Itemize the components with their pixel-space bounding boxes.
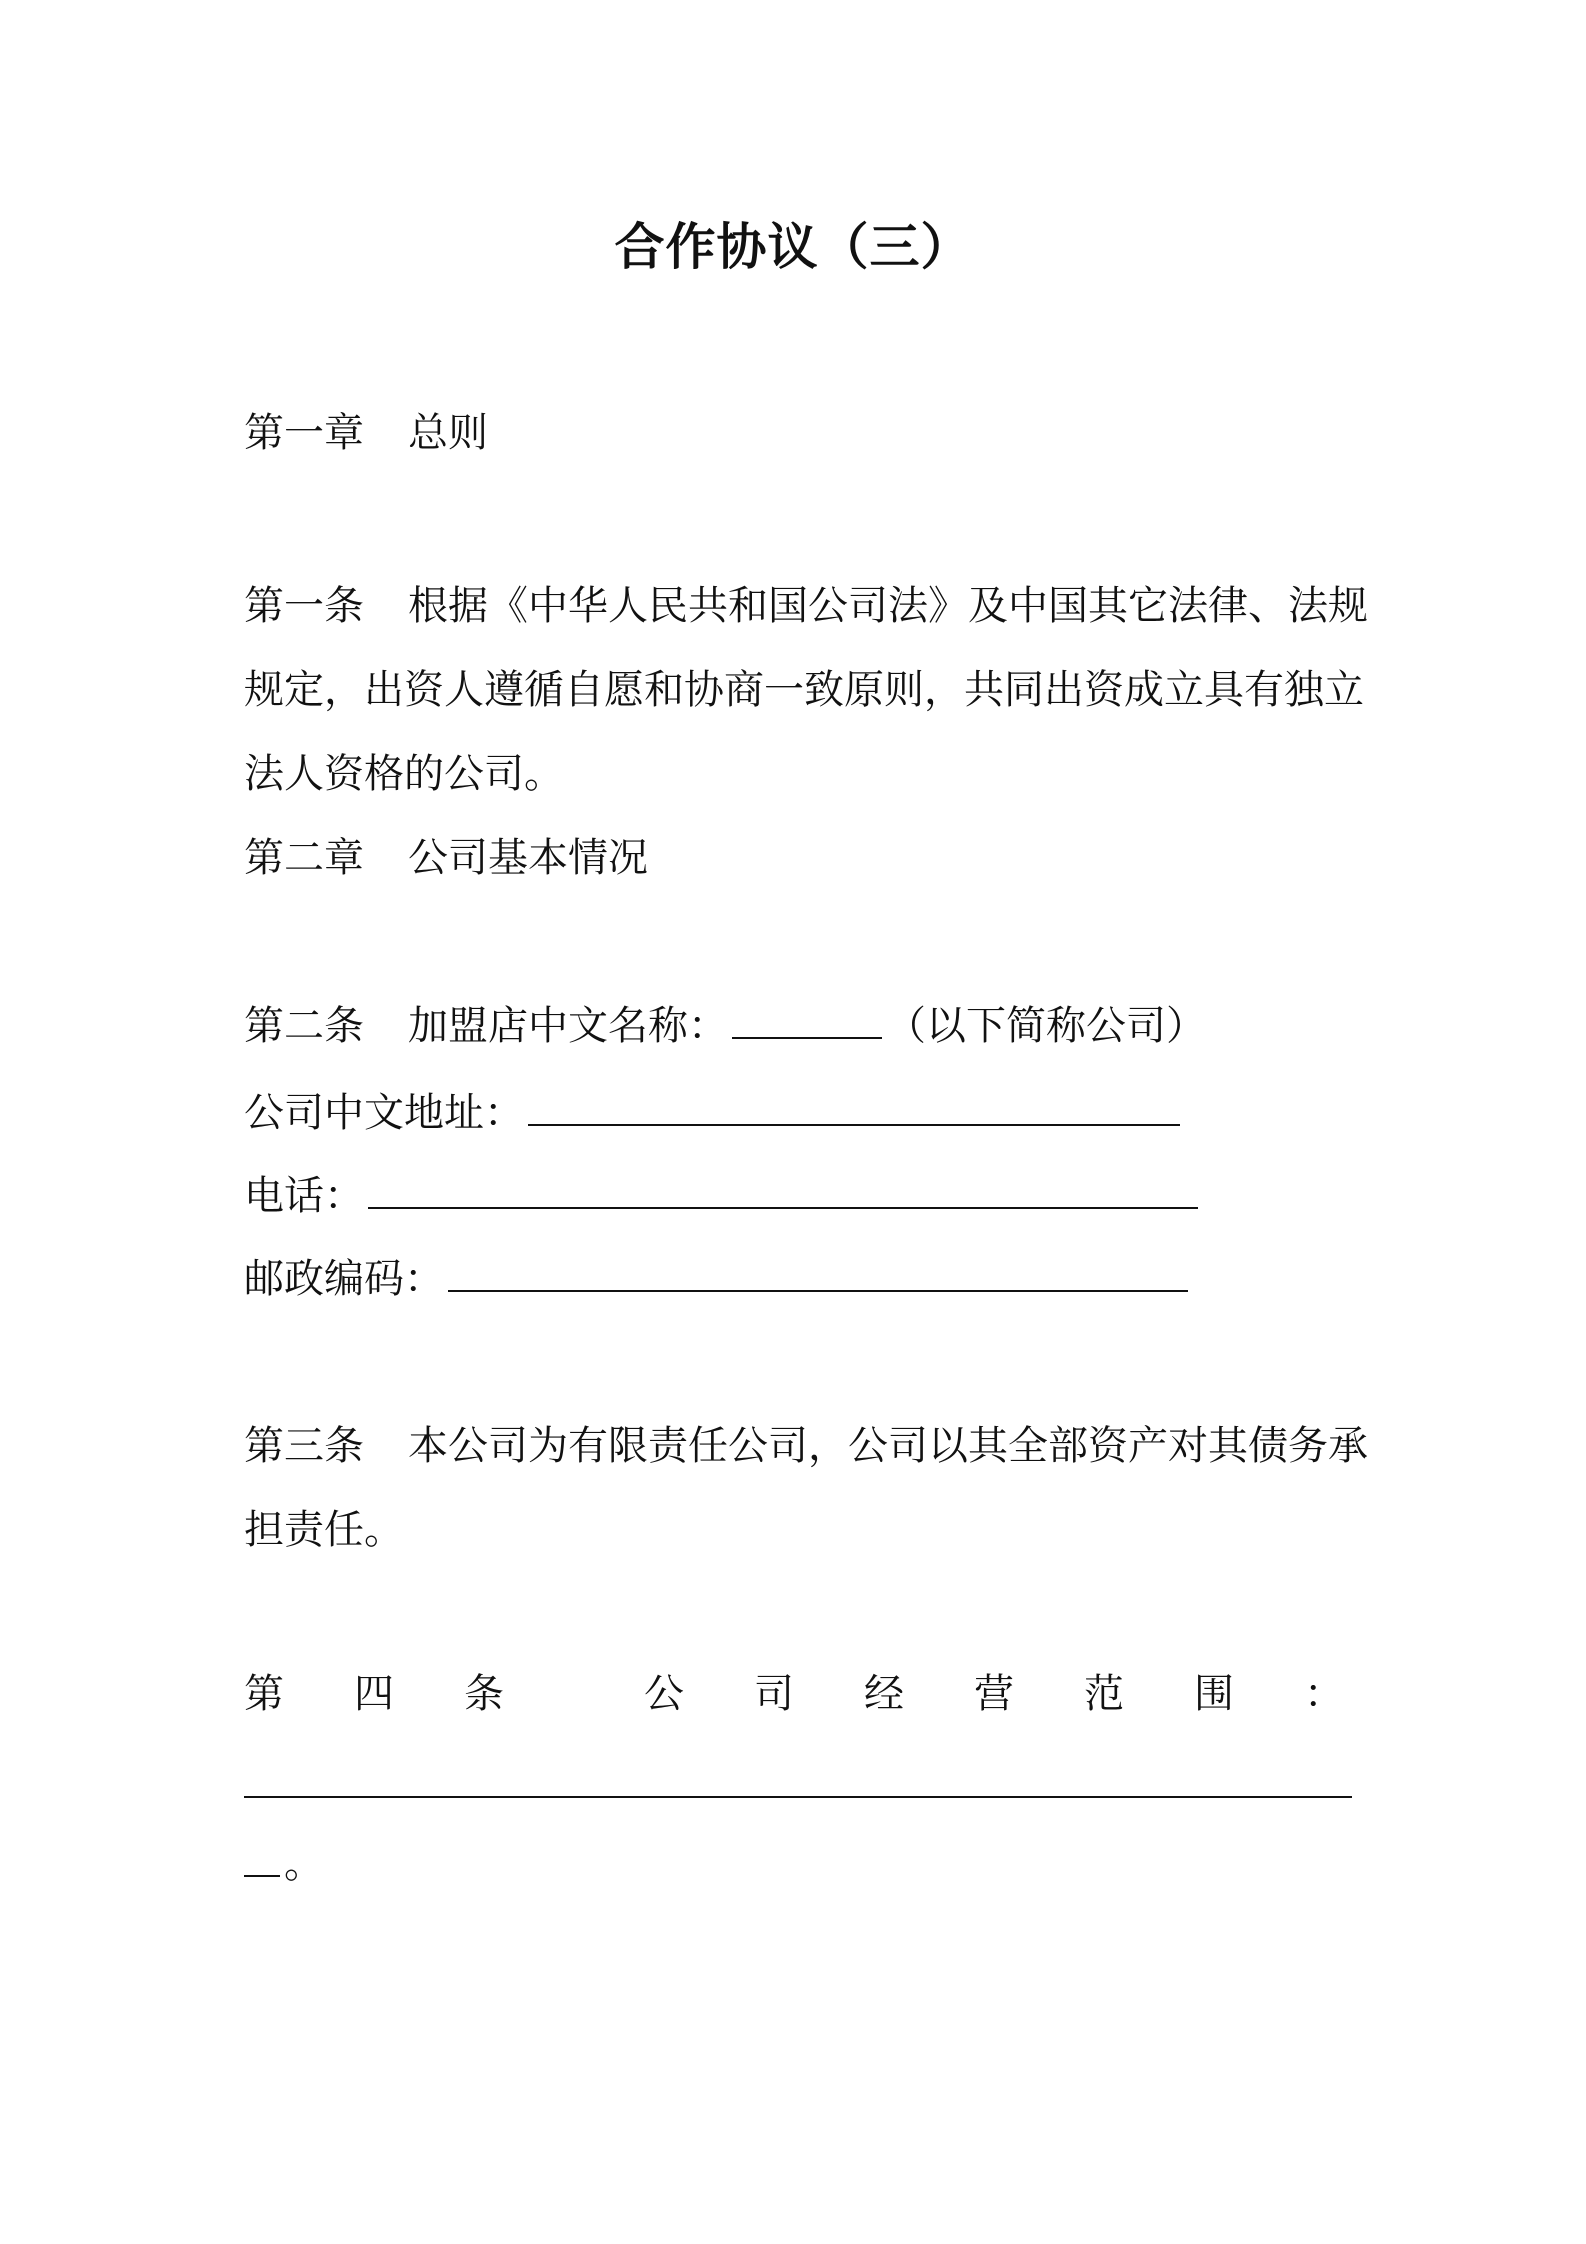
address-line xyxy=(244,1085,1354,1141)
article-4-char: 经 xyxy=(864,1671,904,1717)
article-3-number: 第三条 xyxy=(244,1423,364,1469)
business-scope-blank[interactable] xyxy=(244,1796,1352,1798)
postcode-label: 邮政编码： xyxy=(244,1256,444,1302)
article-4-char: 条 xyxy=(464,1671,504,1717)
postcode-blank[interactable] xyxy=(448,1252,1188,1292)
phone-line xyxy=(244,1168,1354,1224)
store-name-suffix: （以下简称公司） xyxy=(886,1003,1206,1049)
document-title: 合作协议（三） xyxy=(614,218,972,276)
article-4-char: 司 xyxy=(754,1671,794,1717)
address-blank[interactable] xyxy=(528,1086,1180,1126)
article-3-line-1 xyxy=(244,1418,1368,1474)
article-4-char: 公 xyxy=(644,1671,684,1717)
article-2-number: 第二条 xyxy=(244,1003,364,1049)
chapter-2-heading xyxy=(244,830,1354,886)
chapter-1-name: 总则 xyxy=(408,410,488,456)
phone-blank[interactable] xyxy=(368,1169,1198,1209)
business-scope-tail-blank[interactable] xyxy=(244,1837,280,1877)
chapter-2-number: 第二章 xyxy=(244,835,364,881)
article-3-text-1: 本公司为有限责任公司，公司以其全部资产对其债务承 xyxy=(408,1423,1368,1469)
phone-label: 电话： xyxy=(244,1173,364,1219)
article-4-heading xyxy=(244,1666,1344,1722)
article-1-number: 第一条 xyxy=(244,583,364,629)
article-1-line-1 xyxy=(244,578,1368,634)
article-1-line-2: 规定，出资人遵循自愿和协商一致原则，共同出资成立具有独立 xyxy=(244,667,1364,713)
article-4-char: 四 xyxy=(354,1671,394,1717)
article-1-text-1: 根据《中华人民共和国公司法》及中国其它法律、法规 xyxy=(408,583,1368,629)
business-scope-tail: 。 xyxy=(284,1841,324,1887)
business-scope-tail-line xyxy=(244,1836,1354,1892)
article-4-char: 围 xyxy=(1194,1671,1234,1717)
chapter-1-heading xyxy=(244,405,1354,461)
address-label: 公司中文地址： xyxy=(244,1090,524,1136)
article-4-char: 营 xyxy=(974,1671,1014,1717)
article-3-line-2: 担责任。 xyxy=(244,1507,404,1553)
chapter-2-name: 公司基本情况 xyxy=(408,835,648,881)
article-4-char: ： xyxy=(1304,1671,1344,1717)
postcode-line xyxy=(244,1251,1354,1307)
store-name-blank[interactable] xyxy=(732,999,882,1039)
store-name-label: 加盟店中文名称： xyxy=(408,1003,728,1049)
chapter-1-number: 第一章 xyxy=(244,410,364,456)
article-4-char: 范 xyxy=(1084,1671,1124,1717)
article-2-line xyxy=(244,998,1354,1054)
article-4-char: 第 xyxy=(244,1671,284,1717)
article-1-line-3: 法人资格的公司。 xyxy=(244,751,564,797)
